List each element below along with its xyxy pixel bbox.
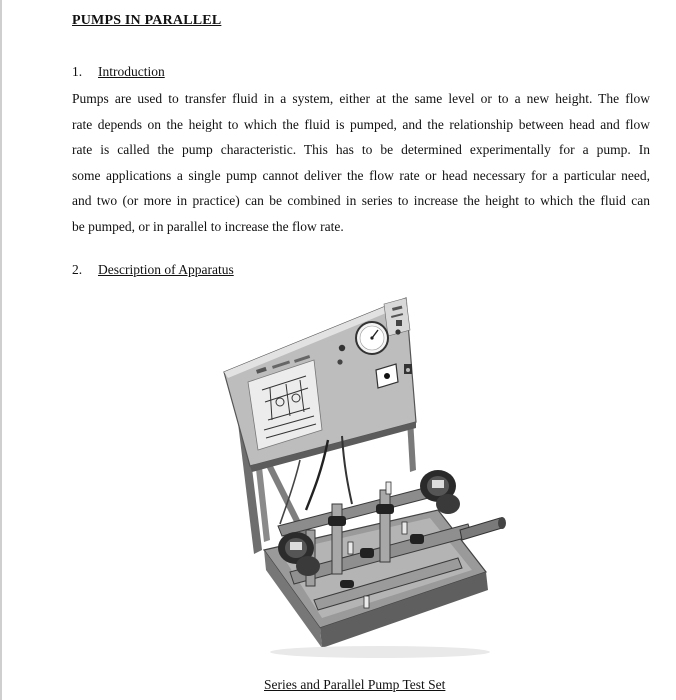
paragraph-line: rate depends on the height to which the fluid is pumped, and the relationship between head and flow <box>72 116 650 132</box>
section-heading-introduction <box>72 64 165 80</box>
section-title: Description of Apparatus <box>98 262 234 277</box>
paragraph-line: and two (or more in practice) can be combined in series to increase the height to which the fluid can <box>72 193 650 209</box>
paragraph-line: some applications a single pump cannot deliver the flow rate or head necessary for a particular need, <box>72 167 650 183</box>
document-title: PUMPS IN PARALLEL <box>72 13 222 28</box>
section-number: 1. <box>72 64 83 79</box>
paragraph-line: rate is called the pump characteristic. This has to be determined experimentally for a pump. In <box>72 142 650 158</box>
pump-test-rig-photo <box>210 290 530 660</box>
section-heading-apparatus <box>72 262 234 278</box>
page-edge <box>0 0 2 700</box>
paragraph-line: be pumped, or in parallel to increase the flow rate. <box>72 218 344 234</box>
section-title: Introduction <box>98 64 165 79</box>
introduction-paragraph <box>72 86 650 240</box>
figure-caption: Series and Parallel Pump Test Set <box>264 677 446 692</box>
section-number: 2. <box>72 262 83 277</box>
paragraph-line: Pumps are used to transfer fluid in a system, either at the same level or to a new height. The flow <box>72 91 650 106</box>
